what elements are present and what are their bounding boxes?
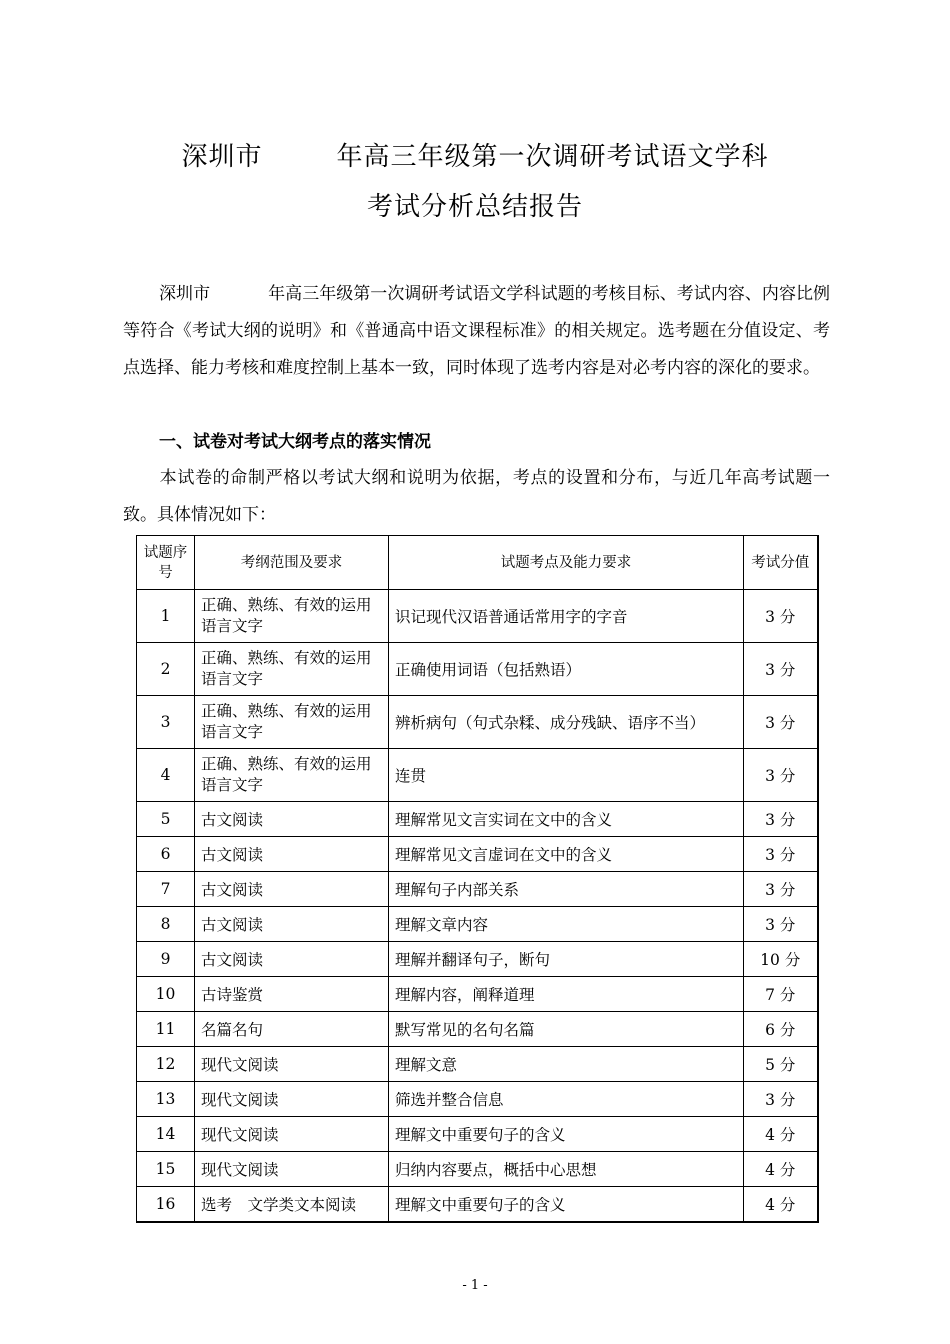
table-row: 14 现代文阅读 理解文中重要句子的含义 4 分	[137, 1117, 818, 1152]
table-row: 5 古文阅读 理解常见文言实词在文中的含义 3 分	[137, 802, 818, 837]
exam-point-table	[136, 535, 819, 1223]
table-row: 4 正确、熟练、有效的运用语言文字 连贯 3 分	[137, 749, 818, 802]
section-paragraph: 本试卷的命制严格以考试大纲和说明为依据，考点的设置和分布，与近几年高考试题一致。具体情况如下：	[123, 468, 830, 525]
intro-paragraph: 深圳市 年高三年级第一次调研考试语文学科试题的考核目标、考试内容、内容比例等符合《考试大纲的说明》和《普通高中语文课程标准》的相关规定。选考题在分值设定、考点选择、能力考核和难度控制上基本一致，同时体现了选考内容是对必考内容的深化的要求。	[123, 284, 830, 378]
table-row: 3 正确、熟练、有效的运用语言文字 辨析病句（句式杂糅、成分残缺、语序不当） 3 分	[137, 696, 818, 749]
title-city: 深圳市	[181, 142, 263, 172]
table-row: 13 现代文阅读 筛选并整合信息 3 分	[137, 1082, 818, 1117]
table-row: 11 名篇名句 默写常见的名句名篇 6 分	[137, 1012, 818, 1047]
table-row: 1 正确、熟练、有效的运用语言文字 识记现代汉语普通话常用字的字音 3 分	[137, 590, 818, 643]
report-title-line1	[0, 136, 950, 173]
title-exam: 年高三年级第一次调研考试语文学科	[336, 142, 769, 172]
table-row: 8 古文阅读 理解文章内容 3 分	[137, 907, 818, 942]
table-row: 9 古文阅读 理解并翻译句子，断句 10 分	[137, 942, 818, 977]
table-row: 10 古诗鉴赏 理解内容，阐释道理 7 分	[137, 977, 818, 1012]
table-row: 6 古文阅读 理解常见文言虚词在文中的含义 3 分	[137, 837, 818, 872]
header-scope: 考纲范围及要求	[195, 536, 389, 590]
table-row: 15 现代文阅读 归纳内容要点，概括中心思想 4 分	[137, 1152, 818, 1187]
table-row: 16 选考 文学类文本阅读 理解文中重要句子的含义 4 分	[137, 1187, 818, 1222]
table-row: 7 古文阅读 理解句子内部关系 3 分	[137, 872, 818, 907]
header-question-no: 试题序号	[137, 536, 195, 590]
table-row: 2 正确、熟练、有效的运用语言文字 正确使用词语（包括熟语） 3 分	[137, 643, 818, 696]
page-number: - 1 -	[462, 1278, 488, 1293]
table-header-row	[137, 536, 818, 590]
header-point: 试题考点及能力要求	[389, 536, 744, 590]
header-score: 考试分值	[744, 536, 818, 590]
section-heading: 一、试卷对考试大纲考点的落实情况	[159, 432, 431, 452]
report-title-line2: 考试分析总结报告	[366, 192, 583, 222]
table-row: 12 现代文阅读 理解文意 5 分	[137, 1047, 818, 1082]
